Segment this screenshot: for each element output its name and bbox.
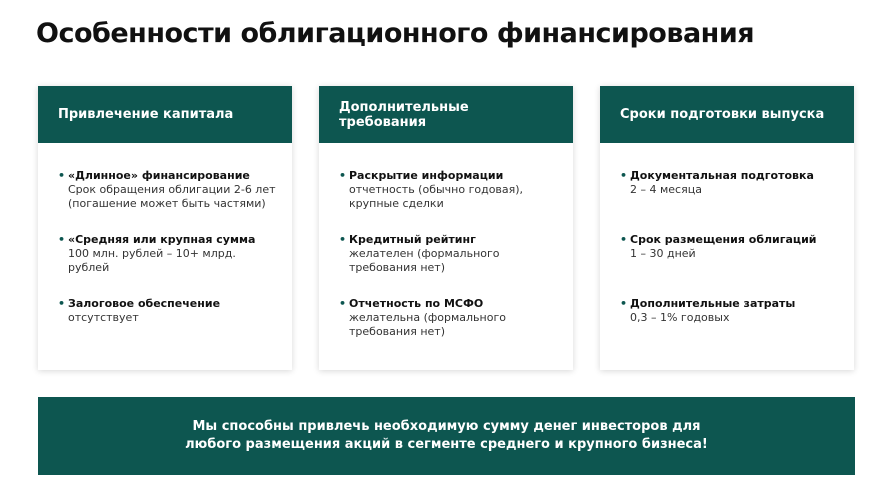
list-item [620,233,840,261]
bullet-icon: • [620,233,628,246]
bullet-icon: • [339,233,347,246]
list-item [620,169,840,197]
item-title: Раскрытие информации [349,169,504,182]
item-description: отсутствует [68,311,139,324]
item-description: 1 – 30 дней [630,247,696,260]
page-title: Особенности облигационного финансирования [36,18,755,49]
card-header: Привлечение капитала [38,86,292,143]
item-description: 100 млн. рублей – 10+ млрд. рублей [68,247,236,274]
bullet-icon: • [58,233,66,246]
item-title: Залоговое обеспечение [68,297,221,310]
list-item [620,297,840,325]
bullet-icon: • [58,297,66,310]
card-capital [38,86,292,370]
bullet-icon: • [339,169,347,182]
call-to-action-banner [38,397,855,475]
list-item [58,169,278,211]
list-item [339,297,559,339]
card-requirements [319,86,573,370]
item-description: желательна (формального требования нет) [349,311,506,338]
list-item [58,233,278,275]
card-header: Дополнительные требования [319,86,573,143]
item-title: «Длинное» финансирование [68,169,250,182]
banner-text: Мы способны привлечь необходимую сумму денег инвесторов для любого размещения акций в сегменте среднего и крупного бизнеса! [185,419,708,452]
bullet-icon: • [620,297,628,310]
card-header: Сроки подготовки выпуска [600,86,854,143]
item-description: Срок обращения облигации 2-6 лет (погашение может быть частями) [68,183,276,210]
bullet-icon: • [339,297,347,310]
item-title: Отчетность по МСФО [349,297,484,310]
item-title: Кредитный рейтинг [349,233,476,246]
item-description: отчетность (обычно годовая), крупные сделки [349,183,524,210]
item-description: 2 – 4 месяца [630,183,702,196]
item-title: «Средняя или крупная сумма [68,233,256,246]
item-title: Дополнительные затраты [630,297,796,310]
item-description: желателен (формального требования нет) [349,247,500,274]
item-title: Срок размещения облигаций [630,233,817,246]
bullet-icon: • [620,169,628,182]
item-description: 0,3 – 1% годовых [630,311,730,324]
bullet-icon: • [58,169,66,182]
item-title: Документальная подготовка [630,169,814,182]
list-item [339,233,559,275]
card-timeline [600,86,854,370]
list-item [339,169,559,211]
list-item [58,297,278,325]
